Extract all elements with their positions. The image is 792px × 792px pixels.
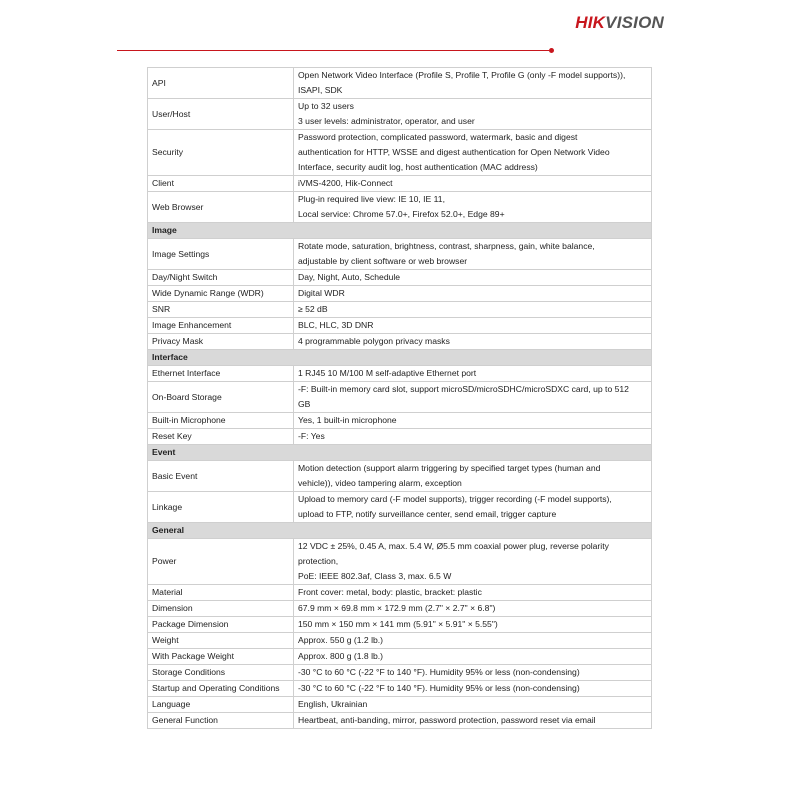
spec-value — [294, 697, 652, 713]
spec-label: Power — [148, 539, 294, 585]
section-header-row — [148, 350, 652, 366]
spec-value — [294, 681, 652, 697]
spec-label: Language — [148, 697, 294, 713]
section-header-row — [148, 523, 652, 539]
spec-value-line: Approx. 800 g (1.8 lb.) — [298, 651, 384, 661]
spec-label: Wide Dynamic Range (WDR) — [148, 286, 294, 302]
header-divider-dot — [549, 48, 554, 53]
spec-label: SNR — [148, 302, 294, 318]
spec-row — [148, 665, 652, 681]
spec-value — [294, 318, 652, 334]
spec-row — [148, 539, 652, 585]
spec-value-line: protection, — [298, 556, 339, 566]
spec-value — [294, 665, 652, 681]
spec-row — [148, 318, 652, 334]
spec-row — [148, 99, 652, 130]
spec-row — [148, 130, 652, 176]
spec-value — [294, 302, 652, 318]
spec-value-line: Motion detection (support alarm triggering by specified target types (human and — [298, 463, 601, 473]
spec-value-line: upload to FTP, notify surveillance center, send email, trigger capture — [298, 509, 557, 519]
spec-value-line: -F: Yes — [298, 431, 325, 441]
spec-row — [148, 429, 652, 445]
spec-label: Web Browser — [148, 192, 294, 223]
spec-value-line: -F: Built-in memory card slot, support microSD/microSDHC/microSDXC card, up to 512 — [298, 384, 629, 394]
spec-value — [294, 633, 652, 649]
spec-value-line: iVMS-4200, Hik-Connect — [298, 178, 393, 188]
spec-value — [294, 492, 652, 523]
specification-table-body — [148, 68, 652, 729]
spec-value — [294, 239, 652, 270]
spec-row — [148, 681, 652, 697]
spec-row — [148, 334, 652, 350]
spec-row — [148, 413, 652, 429]
spec-value-line: Front cover: metal, body: plastic, bracket: plastic — [298, 587, 482, 597]
spec-label: API — [148, 68, 294, 99]
spec-value-line: Up to 32 users — [298, 101, 354, 111]
spec-label: Day/Night Switch — [148, 270, 294, 286]
spec-value — [294, 413, 652, 429]
spec-row — [148, 492, 652, 523]
specification-table — [147, 67, 652, 729]
spec-value — [294, 130, 652, 176]
spec-label: Startup and Operating Conditions — [148, 681, 294, 697]
spec-value-line: Password protection, complicated password, watermark, basic and digest — [298, 132, 578, 142]
spec-value — [294, 366, 652, 382]
spec-value — [294, 461, 652, 492]
spec-label: Reset Key — [148, 429, 294, 445]
spec-value-line: BLC, HLC, 3D DNR — [298, 320, 374, 330]
spec-row — [148, 649, 652, 665]
spec-label: On-Board Storage — [148, 382, 294, 413]
spec-value — [294, 68, 652, 99]
spec-label: Basic Event — [148, 461, 294, 492]
spec-label: Weight — [148, 633, 294, 649]
spec-row — [148, 366, 652, 382]
spec-value-line: GB — [298, 399, 311, 409]
spec-value-line: 3 user levels: administrator, operator, and user — [298, 116, 475, 126]
spec-value — [294, 99, 652, 130]
section-title: Event — [148, 445, 652, 461]
spec-value-line: 1 RJ45 10 M/100 M self-adaptive Ethernet port — [298, 368, 477, 378]
spec-row — [148, 601, 652, 617]
logo-vision-text: VISION — [605, 13, 664, 32]
spec-value-line: Rotate mode, saturation, brightness, contrast, sharpness, gain, white balance, — [298, 241, 595, 251]
section-title: Interface — [148, 350, 652, 366]
header-divider-line — [117, 50, 549, 51]
spec-label: Material — [148, 585, 294, 601]
spec-label: Storage Conditions — [148, 665, 294, 681]
spec-value — [294, 192, 652, 223]
spec-value-line: -30 °C to 60 °C (-22 °F to 140 °F). Humidity 95% or less (non-condensing) — [298, 683, 580, 693]
spec-value-line: 67.9 mm × 69.8 mm × 172.9 mm (2.7" × 2.7" × 6.8") — [298, 603, 496, 613]
spec-label: Image Enhancement — [148, 318, 294, 334]
spec-label: Package Dimension — [148, 617, 294, 633]
spec-value-line: -30 °C to 60 °C (-22 °F to 140 °F). Humidity 95% or less (non-condensing) — [298, 667, 580, 677]
spec-value-line: vehicle)), video tampering alarm, exception — [298, 478, 462, 488]
section-header-row — [148, 445, 652, 461]
spec-label: Privacy Mask — [148, 334, 294, 350]
spec-value-line: English, Ukrainian — [298, 699, 368, 709]
spec-value-line: Plug-in required live view: IE 10, IE 11, — [298, 194, 445, 204]
spec-value-line: ISAPI, SDK — [298, 85, 343, 95]
spec-value-line: Digital WDR — [298, 288, 345, 298]
spec-row — [148, 713, 652, 729]
spec-row — [148, 192, 652, 223]
spec-row — [148, 286, 652, 302]
brand-logo — [575, 13, 664, 33]
spec-row — [148, 382, 652, 413]
spec-value — [294, 382, 652, 413]
spec-value-line: Day, Night, Auto, Schedule — [298, 272, 401, 282]
logo-hik-text: HIK — [575, 13, 606, 32]
spec-label: Ethernet Interface — [148, 366, 294, 382]
section-header-row — [148, 223, 652, 239]
spec-value — [294, 176, 652, 192]
spec-label: Built-in Microphone — [148, 413, 294, 429]
spec-value-line: Heartbeat, anti-banding, mirror, password protection, password reset via email — [298, 715, 596, 725]
spec-value-line: Upload to memory card (-F model supports), trigger recording (-F model supports), — [298, 494, 612, 504]
spec-label: General Function — [148, 713, 294, 729]
spec-value-line: 12 VDC ± 25%, 0.45 A, max. 5.4 W, Ø5.5 mm coaxial power plug, reverse polarity — [298, 541, 609, 551]
spec-value-line: Open Network Video Interface (Profile S, Profile T, Profile G (only -F model supports)), — [298, 70, 626, 80]
spec-row — [148, 633, 652, 649]
spec-value-line: authentication for HTTP, WSSE and digest authentication for Open Network Video — [298, 147, 610, 157]
spec-value-line: 4 programmable polygon privacy masks — [298, 336, 450, 346]
spec-value — [294, 429, 652, 445]
spec-value-line: Yes, 1 built-in microphone — [298, 415, 397, 425]
spec-label: Image Settings — [148, 239, 294, 270]
spec-row — [148, 697, 652, 713]
spec-row — [148, 68, 652, 99]
spec-value-line: PoE: IEEE 802.3af, Class 3, max. 6.5 W — [298, 571, 452, 581]
section-title: General — [148, 523, 652, 539]
spec-value — [294, 601, 652, 617]
spec-row — [148, 302, 652, 318]
spec-row — [148, 461, 652, 492]
spec-row — [148, 270, 652, 286]
spec-label: Dimension — [148, 601, 294, 617]
spec-value-line: Local service: Chrome 57.0+, Firefox 52.0+, Edge 89+ — [298, 209, 505, 219]
spec-label: Linkage — [148, 492, 294, 523]
spec-value — [294, 585, 652, 601]
spec-label: Security — [148, 130, 294, 176]
spec-value-line: 150 mm × 150 mm × 141 mm (5.91" × 5.91" × 5.55") — [298, 619, 498, 629]
section-title: Image — [148, 223, 652, 239]
spec-value — [294, 539, 652, 585]
spec-value — [294, 617, 652, 633]
spec-value-line: Approx. 550 g (1.2 lb.) — [298, 635, 384, 645]
spec-value — [294, 286, 652, 302]
spec-row — [148, 239, 652, 270]
spec-label: User/Host — [148, 99, 294, 130]
spec-row — [148, 176, 652, 192]
spec-value-line: Interface, security audit log, host authentication (MAC address) — [298, 162, 538, 172]
spec-row — [148, 585, 652, 601]
spec-value-line: adjustable by client software or web browser — [298, 256, 468, 266]
spec-value — [294, 334, 652, 350]
spec-value — [294, 270, 652, 286]
spec-value — [294, 649, 652, 665]
spec-value-line: ≥ 52 dB — [298, 304, 328, 314]
spec-row — [148, 617, 652, 633]
spec-value — [294, 713, 652, 729]
spec-label: Client — [148, 176, 294, 192]
spec-label: With Package Weight — [148, 649, 294, 665]
